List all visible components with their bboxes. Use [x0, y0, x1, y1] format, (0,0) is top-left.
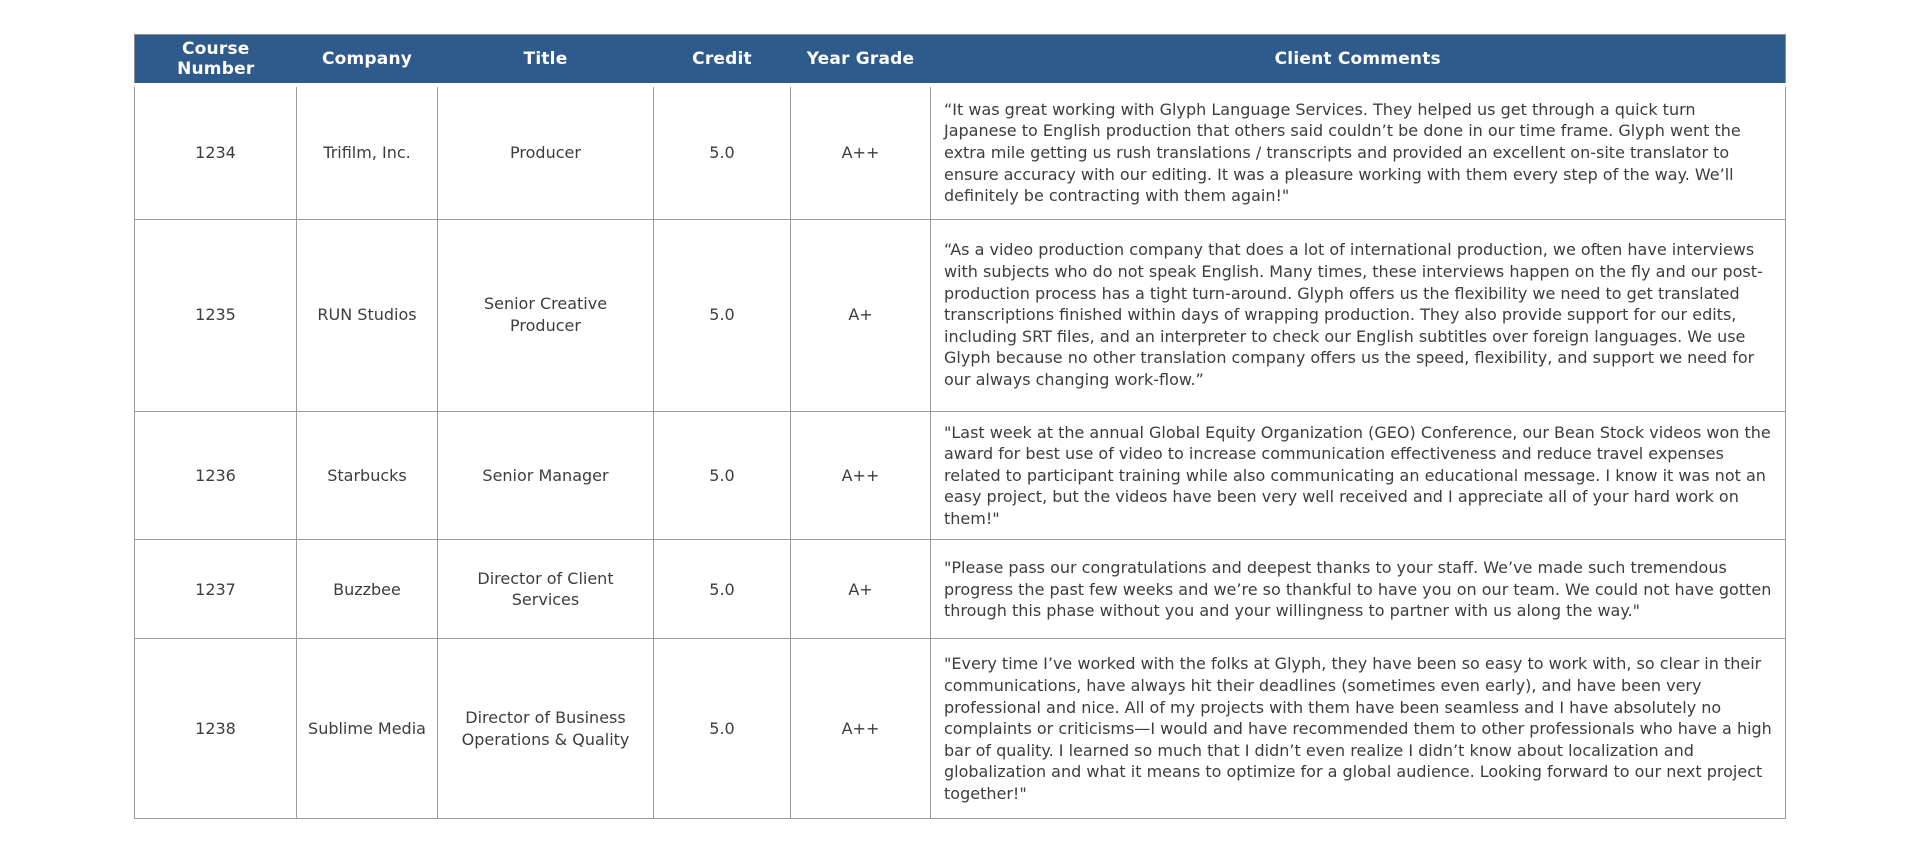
cell-title: Director of Business Operations & Quality	[438, 639, 654, 819]
cell-course-number: 1236	[135, 411, 297, 540]
cell-company: Trifilm, Inc.	[297, 85, 438, 219]
column-header-client-comments: Client Comments	[931, 35, 1786, 86]
cell-title: Senior Manager	[438, 411, 654, 540]
cell-credit: 5.0	[654, 540, 791, 639]
cell-course-number: 1238	[135, 639, 297, 819]
table-body	[135, 85, 1786, 819]
testimonials-table-container	[134, 34, 1786, 819]
cell-title: Director of Client Services	[438, 540, 654, 639]
cell-year-grade: A++	[791, 639, 931, 819]
cell-client-comments: "Last week at the annual Global Equity Organization (GEO) Conference, our Bean Stock videos won the award for best use of video to increase communication effectiveness and reduce travel expenses related to participant training while also communicating an educational message. I know it was not an easy project, but the videos have been very well received and I appreciate all of your hard work on them!"	[931, 411, 1786, 540]
cell-client-comments: "Please pass our congratulations and deepest thanks to your staff. We’ve made such tremendous progress the past few weeks and we’re so thankful to have you on our team. We could not have gotten through this phase without you and your willingness to partner with us along the way."	[931, 540, 1786, 639]
table-row	[135, 540, 1786, 639]
cell-course-number: 1237	[135, 540, 297, 639]
cell-company: Starbucks	[297, 411, 438, 540]
column-header-course-number: Course Number	[135, 35, 297, 86]
column-header-credit: Credit	[654, 35, 791, 86]
cell-credit: 5.0	[654, 85, 791, 219]
cell-year-grade: A++	[791, 411, 931, 540]
cell-client-comments: “As a video production company that does a lot of international production, we often have interviews with subjects who do not speak English. Many times, these interviews happen on the fly and our post-production process has a tight turn-around. Glyph offers us the flexibility we need to get translated transcriptions finished within days of wrapping production. They also provide support for our edits, including SRT files, and an interpreter to check our English subtitles over foreign languages. We use Glyph because no other translation company offers us the speed, flexibility, and support we need for our always changing work-flow.”	[931, 219, 1786, 411]
table-row	[135, 411, 1786, 540]
cell-credit: 5.0	[654, 411, 791, 540]
table-row	[135, 639, 1786, 819]
header-row	[135, 35, 1786, 86]
column-header-company: Company	[297, 35, 438, 86]
table-row	[135, 85, 1786, 219]
cell-credit: 5.0	[654, 639, 791, 819]
cell-company: Sublime Media	[297, 639, 438, 819]
column-header-title: Title	[438, 35, 654, 86]
cell-client-comments: “It was great working with Glyph Language Services. They helped us get through a quick turn Japanese to English production that others said couldn’t be done in our time frame. Glyph went the extra mile getting us rush translations / transcripts and provided an excellent on-site translator to ensure accuracy with our editing. It was a pleasure working with them every step of the way. We’ll definitely be contracting with them again!"	[931, 85, 1786, 219]
column-header-year-grade: Year Grade	[791, 35, 931, 86]
cell-company: Buzzbee	[297, 540, 438, 639]
cell-company: RUN Studios	[297, 219, 438, 411]
table-header	[135, 35, 1786, 86]
cell-credit: 5.0	[654, 219, 791, 411]
testimonials-table	[134, 34, 1786, 819]
cell-client-comments: "Every time I’ve worked with the folks at Glyph, they have been so easy to work with, so clear in their communications, have always hit their deadlines (sometimes even early), and have been very professional and nice. All of my projects with them have been seamless and I have absolutely no complaints or criticisms—I would and have recommended them to other professionals who have a high bar of quality. I learned so much that I didn’t even realize I didn’t know about localization and globalization and what it means to optimize for a global audience. Looking forward to our next project together!"	[931, 639, 1786, 819]
cell-course-number: 1234	[135, 85, 297, 219]
cell-year-grade: A+	[791, 540, 931, 639]
cell-course-number: 1235	[135, 219, 297, 411]
cell-year-grade: A++	[791, 85, 931, 219]
cell-title: Senior Creative Producer	[438, 219, 654, 411]
cell-year-grade: A+	[791, 219, 931, 411]
cell-title: Producer	[438, 85, 654, 219]
table-row	[135, 219, 1786, 411]
